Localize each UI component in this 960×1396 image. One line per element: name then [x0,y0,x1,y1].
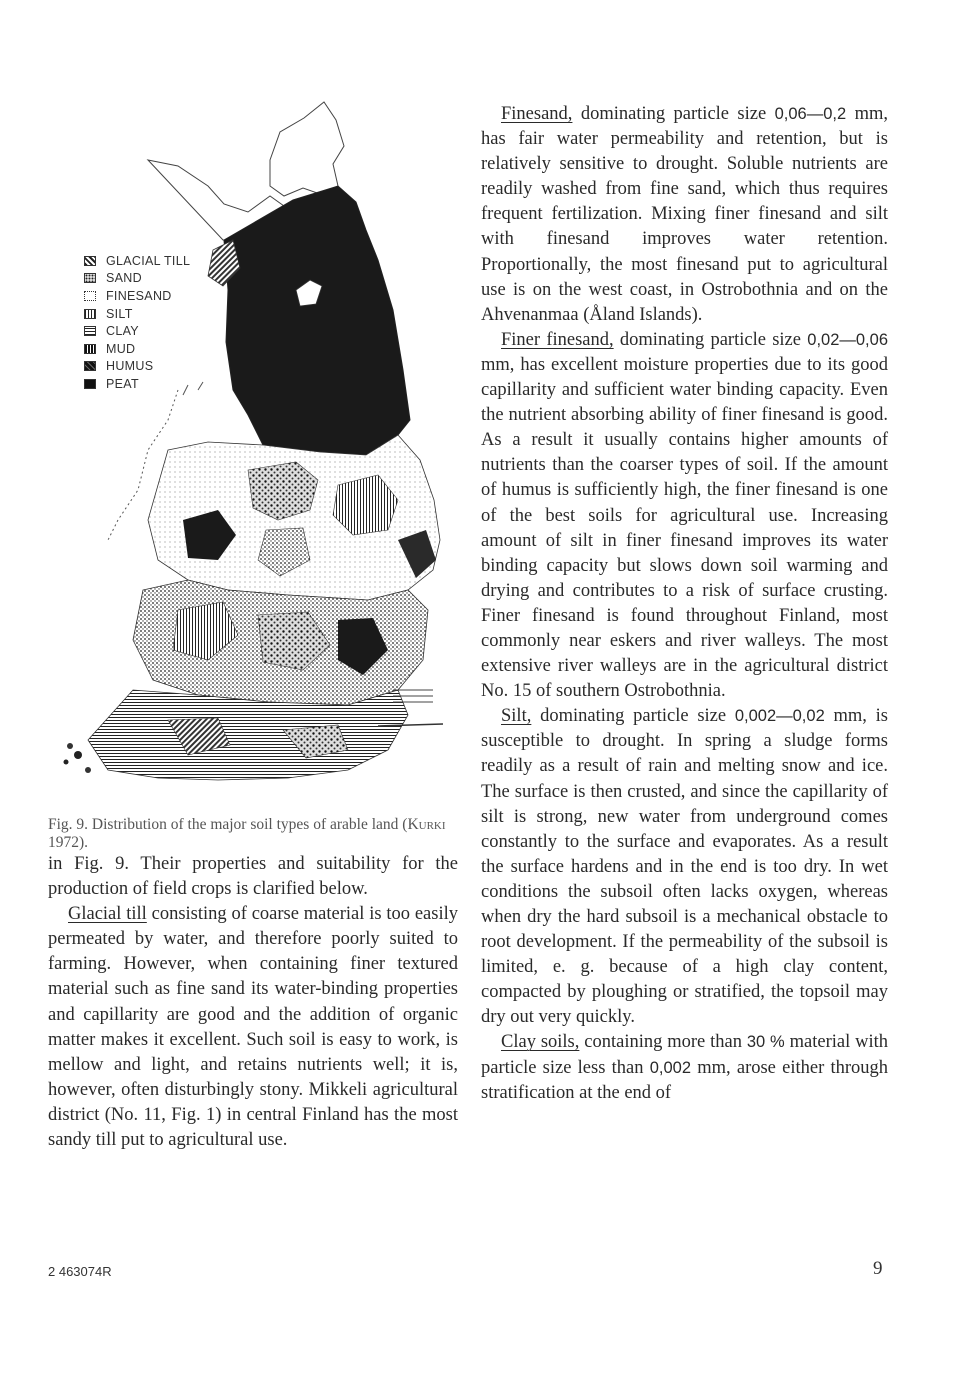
silt-term: Silt, [501,706,532,727]
legend-label: SILT [106,306,133,321]
silt-size: 0,002—0,02 [734,707,825,726]
left-column [48,90,458,1153]
silt-swatch [84,309,96,319]
silt-text-rest: mm, is susceptible to drought. In spring a sludge forms readily as a result of rain and melting snow and ice. The surface is then crusted, and since the capillarity of silt is strong, new water from underground comes constantly to the surface and evaporates. As a result the surface hardens and in the end is too dry. In wet conditions the subsoil often lacks oxygen, whereas when dry the hard subsoil is a mechanical obstacle to root development. If the permeability of the subsoil is limited, e. g. because of a high clay content, compacted by ploughing or stratified, the topsoil may dry out very quickly. [481,706,888,1028]
caption-author: Kurki [407,816,446,833]
legend-item-mud [84,340,190,358]
finer-finesand-term: Finer finesand, [501,329,614,350]
legend-item-sand [84,270,190,288]
finer-finesand-size: 0,02—0,06 [807,330,888,349]
clay-text: containing more than [579,1032,747,1053]
humus-swatch [84,361,96,371]
page-number: 9 [873,1258,883,1279]
clay-term: Clay soils, [501,1032,580,1053]
sand-swatch [84,273,96,283]
legend-item-humus [84,358,190,376]
silt-paragraph [481,704,888,1030]
legend-label: CLAY [106,324,139,339]
peat-swatch [84,379,96,389]
right-column [481,102,888,1106]
glacial-till-term: Glacial till [68,904,147,925]
silt-text: dominating particle size [531,706,735,727]
finesand-paragraph [481,102,888,328]
legend-label: PEAT [106,376,139,391]
figure-caption [48,816,458,852]
glacial-till-paragraph [48,902,458,1153]
legend-item-peat [84,375,190,393]
legend-label: HUMUS [106,359,154,374]
legend-item-finesand [84,287,190,305]
mud-swatch [84,344,96,354]
legend-item-glacial-till [84,252,190,270]
caption-text: Fig. 9. Distribution of the major soil types of arable land ( [48,816,408,833]
print-code: 2 463074R [48,1264,112,1279]
finland-soil-map [48,90,458,810]
finesand-term: Finesand, [501,104,573,124]
finesand-text-rest: mm, has fair water permeability and retention, but is relatively sensitive to drought. Soluble nutrients are readily washed from fine sand, which thus requires frequent fertilization. Mixing finer finesand and silt with finesand improves water retention. Proportionally, the most finesand put to agricultural use is on the west coast, in Ostrobothnia and on the Ahvenanmaa (Åland Islands). [481,104,888,325]
map-legend [84,252,190,393]
clay-paragraph [481,1030,888,1105]
finer-finesand-paragraph [481,328,888,704]
finesand-text: dominating particle size [572,104,775,124]
finesand-size: 0,06—0,2 [774,105,847,123]
figure-9 [48,90,458,810]
legend-label: GLACIAL TILL [106,253,191,268]
finesand-swatch [84,291,96,301]
finer-finesand-text: dominating particle size [613,329,808,350]
legend-label: FINESAND [106,288,172,303]
legend-label: SAND [106,271,142,286]
finer-finesand-text-rest: mm, has excellent moisture properties due to its good capillarity and sufficient water binding capacity. Even the nutrient absorbing ability of finer finesand is good. As a result it usually contains higher amounts of nutrients than the coarser types of soil. If the amount of humus is sufficiently high, the finer finesand is one of the best soils for agricultural use. Increasing amount of silt in finer finesand improves its water binding capacity but slows down soil warming and drying and contributes to a risk of surface crusting. Finer finesand is found throughout Finland, most commonly near eskers and river walleys. The most extensive river walleys are in the agricultural district No. 15 of southern Ostrobothnia. [481,354,888,702]
legend-item-silt [84,305,190,323]
clay-text-mid: material with particle size less than [481,1032,888,1078]
glacial-till-text: consisting of coarse material is too easily permeated by water, and therefore poorly suited to farming. However, when containing finer textured material such as fine sand its water-binding properties and capillarity are good and the addition of organic matter makes it excellent. Such soil is easy to work, is mellow and light, and retains nutrients well; it is, however, often disturbingly stony. Mikkeli agricultural district (No. 11, Fig. 1) in central Finland has the most sandy till put to agricultural use. [48,904,459,1151]
clay-size: 0,002 [649,1058,692,1077]
legend-item-clay [84,322,190,340]
caption-year: 1972). [48,834,89,851]
legend-label: MUD [106,341,136,356]
clay-text-rest: mm, arose either through stratification at the end of [481,1057,888,1103]
intro-paragraph: in Fig. 9. Their properties and suitability for the production of field crops is clarified below. [48,854,458,900]
clay-percent: 30 % [746,1033,785,1052]
glacial-till-swatch [84,256,96,266]
clay-swatch [84,326,96,336]
